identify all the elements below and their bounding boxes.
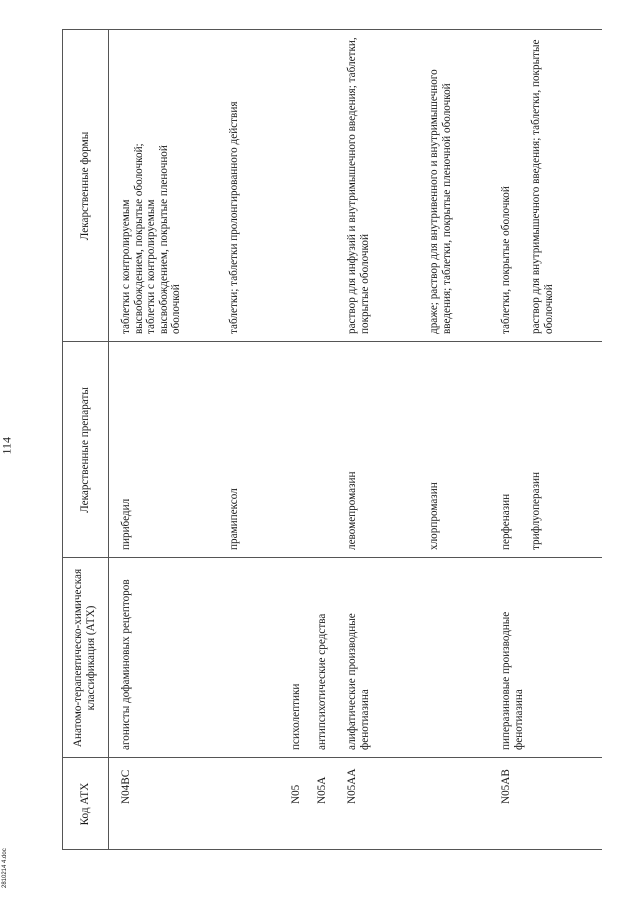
row-code: N05AB (500, 769, 512, 804)
row-drug: трифлуоперазин (530, 472, 542, 550)
row-drug: прамипексол (228, 488, 240, 550)
row-classification: агонисты дофаминовых рецепторов (120, 579, 132, 750)
row-forms: таблетки, покрытые оболочкой (500, 186, 512, 334)
row-code: N05AA (346, 768, 358, 804)
row-drug: пирибедил (120, 498, 132, 550)
row-classification: антипсихотические средства (316, 613, 328, 750)
row-classification: алифатические производные фенотиазина (346, 613, 371, 750)
row-forms: драже; раствор для внутривенного и внутримышечного введения; таблетки, покрытые пленочной оболочкой (428, 69, 453, 334)
footer-file-code: 2810214 4.doc (2, 848, 8, 888)
header-drugs: Лекарственные препараты (78, 387, 91, 513)
row-code: N05 (290, 784, 302, 804)
row-code: N05A (316, 776, 328, 804)
row-forms: раствор для внутримышечного введения; таблетки, покрытые оболочкой (530, 39, 555, 334)
header-code: Код АТХ (78, 782, 91, 826)
row-drug: левомепромазин (346, 471, 358, 550)
row-forms: таблетки; таблетки пролонгированного действия (228, 101, 240, 334)
header-forms: Лекарственные формы (78, 131, 91, 241)
row-forms: раствор для инфузий и внутримышечного введения; таблетки, покрытые оболочкой (346, 37, 371, 334)
row-code: N04BC (120, 769, 132, 804)
row-classification: психолептики (290, 683, 302, 750)
row-forms: таблетки с контролируемым высвобождением, покрытые оболочкой; таблетки с контролируемым высвобождением, покрытые пленочной оболочкой (120, 143, 183, 334)
row-drug: хлорпромазин (428, 482, 440, 550)
row-drug: перфеназин (500, 493, 512, 550)
page-number: 114 (0, 436, 14, 455)
drug-table (62, 30, 602, 850)
row-classification: пиперазиновые производные фенотиазина (500, 611, 525, 750)
header-classification: Анатомо-терапевтическо-химическая классификация (АТХ) (72, 568, 97, 748)
